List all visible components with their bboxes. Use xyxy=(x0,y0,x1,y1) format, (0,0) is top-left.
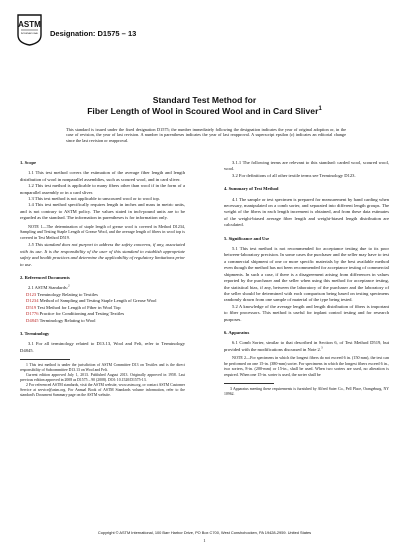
left-column xyxy=(20,160,185,398)
paragraph: 3.1.1 The following terms are relevant to this standard: carded wool, scoured wool, wool. xyxy=(224,160,389,172)
footnote: 1 This test method is under the jurisdiction of ASTM Committee D13 on Textiles and is the direct responsibility of Subcommittee D13.13 on Wool and Felt. xyxy=(20,363,185,373)
footnote-divider xyxy=(20,359,70,360)
reference-item: D4845 Terminology Relating to Wool xyxy=(26,317,96,323)
footnote-mark: 3 xyxy=(320,345,323,350)
paragraph: 2.1 ASTM Standards:$^2$ xyxy=(28,283,70,291)
title-line-1: Standard Test Method for xyxy=(152,95,257,105)
title-line-2: Fiber Length of Wool in Scoured Wool and in Card Sliver$^1$ xyxy=(87,106,322,116)
footnote: 2 For referenced ASTM standards, visit the ASTM website, www.astm.org, or contact ASTM Customer Service at service@astm.org. For Annual Book of ASTM Standards volume information, refer to the standard's Document Summary page on the ASTM website. xyxy=(20,383,185,398)
astm-logo xyxy=(16,13,43,46)
section-heading: 1. Scope xyxy=(20,160,37,165)
footnote-mark: 2 xyxy=(67,283,70,288)
reference-link[interactable]: D4845 xyxy=(26,317,39,323)
paragraph: 5.2 A knowledge of the average length and length distribution of fibers is important to fiber processors. This method is useful for inplant control testing and for research purposes. xyxy=(224,303,389,322)
footnote: Current edition approved July 1, 2013. Published August 2013. Originally approved in 1958. Last previous edition approved in 2008 as D1575 – 90 (2008). DOI: 10.1520/D1575-13. xyxy=(20,373,185,383)
paragraph: 5.1 This test method is not recommended for acceptance testing due to its poor between-laboratory precision. In some cases the purchaser and the seller may have to test a commercial shipment of one or more specific materials by the best available method even though the method has not been recommended for acceptance testing of commercial shipments. In such a case, if there is a disagreement arising from differences in values reported by the purchaser and the seller when using this method for acceptance testing, the statistical bias, if any, between the laboratory of the purchaser and the laboratory of the seller should be determined with each comparison being based on testing specimens randomly drawn from one sample of material of the type being tested. xyxy=(224,246,389,303)
reference-item: D1234 Method of Sampling and Testing Staple Length of Grease Wool xyxy=(26,298,157,304)
note-2: NOTE 2—For specimens in which the longest fibers do not exceed 6 in. (150 mm), the test can be performed on one 15-in. (380-mm) sorter. For specimens in which the longest fibers exceed 6 in., two sorters, 8-in. (200-mm) or 15-in., shall be used. When two sorters are used, no alteration is required. When one 15-in. sorter is used, the sorter shall be xyxy=(224,355,389,377)
designation: Designation: D1575 – 13 xyxy=(50,29,137,38)
note-1: NOTE 1—The determination of staple length of grease wool is covered in Method D1234, Sampling and Testing Staple Length of Grease Wool, and the average length of fibers in wool top is covered in Test Method D519. xyxy=(20,223,185,240)
right-column xyxy=(224,160,389,397)
paragraph: 4.1 The sample or test specimen is prepared for measurement by hand carding when necessary, manipulated on a comb sorter, and separated into different length groups. The weight of the fibers in each length increment is obtained, and from these data estimates of the weight-biased average fiber length and weight-biased length distribution are calculated. xyxy=(224,196,389,228)
paragraph: 1.4 This test method specifically requires length in inches and mass in metric units, and is not contrary to ASTM policy. The values stated in inch-pound units are to be regarded as the standard. The information in parentheses is for information only. xyxy=(20,202,185,221)
section-heading: 2. Referenced Documents xyxy=(20,275,70,281)
paragraph: 3.2 For definitions of all other textile terms see Terminology D123. xyxy=(232,172,356,178)
section-heading: 4. Summary of Test Method xyxy=(224,186,279,192)
section-heading: 3. Terminology xyxy=(20,330,50,336)
paragraph: 1.5 This standard does not purport to address the safety concerns, if any, associated with its use. It is the responsibility of the user of this standard to establish appropriate safety and health practices and determine the applicability of regulatory limitations prior to use. xyxy=(20,242,185,267)
reference-item: D1776 Practice for Conditioning and Testing Textiles xyxy=(26,311,125,317)
svg-text:ASTM: ASTM xyxy=(18,20,41,29)
reference-link[interactable]: D123 xyxy=(26,291,37,297)
section-heading: 6. Apparatus xyxy=(224,329,250,335)
reference-item: D519 Test Method for Length of Fiber in Wool Top xyxy=(26,304,121,310)
copyright-line: Copyright © ASTM International, 100 Barr Harbor Drive, PO Box C700, West Conshohocken, PA 19428-2959. United States xyxy=(97,530,312,535)
page-number: 1 xyxy=(203,538,206,543)
reference-link[interactable]: D519 xyxy=(26,304,37,310)
reference-link[interactable]: D1234 xyxy=(26,298,39,304)
footnote-divider xyxy=(224,383,274,384)
svg-text:INTERNATIONAL: INTERNATIONAL xyxy=(20,33,39,35)
paragraph: 6.1 Comb Sorter, similar to that described in Section 6, of Test Method D519, but provided with the modifications discussed in Note 2.$^3$ xyxy=(224,340,389,352)
paragraph: 1.3 This test method is not applicable to unscoured wool or to wool top. xyxy=(28,196,160,202)
reference-item: D123 Terminology Relating to Textiles xyxy=(26,291,98,297)
reference-link[interactable]: D1776 xyxy=(26,311,39,317)
paragraph: 1.1 This test method covers the estimation of the average fiber length and length distribution of wool in nonparallel assemblies, such as scoured wool, and in card sliver. xyxy=(20,170,185,182)
reference-list xyxy=(20,292,185,324)
paragraph: 3.1 For all terminology related to D13.13, Wool and Felt, refer to Terminology D4845. xyxy=(20,341,185,353)
section-heading: 5. Significance and Use xyxy=(224,235,270,241)
paragraph: 1.2 This test method is applicable to many fibers other than wool if in the form of a nonparallel assembly or in a card sliver. xyxy=(20,183,185,195)
footnote: 3 Apparatus meeting these requirements is furnished by Alfred Suter Co., Pell Place, Orangeburg, NY 10962. xyxy=(224,386,389,396)
title-footnote-mark: 1 xyxy=(318,106,322,113)
intro-paragraph: This standard is issued under the fixed designation D1575; the number immediately following the designation indicates the year of original adoption or, in the case of revision, the year of last revision. A number in parentheses indicates the year of last reapproval. A superscript epsilon (ε) indicates an editorial change since the last revision or reapproval. xyxy=(66,127,346,143)
